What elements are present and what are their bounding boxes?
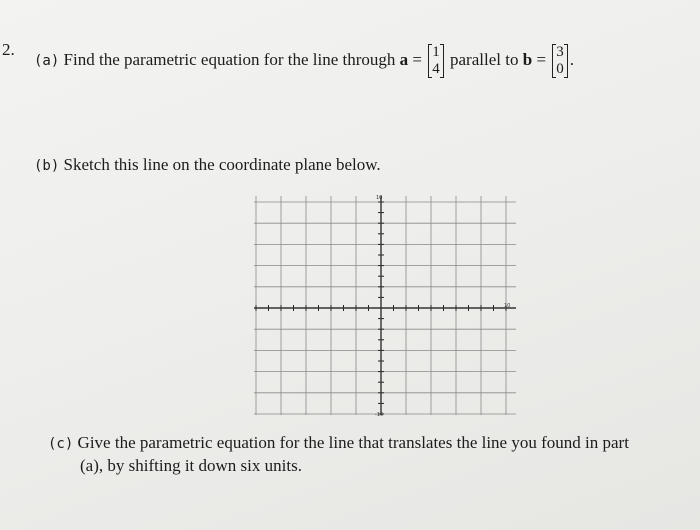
- vector-b-x: 3: [556, 44, 564, 61]
- equals-sign: =: [412, 50, 423, 69]
- part-a-parallel-text: parallel to: [450, 50, 519, 69]
- part-c: [48, 432, 629, 477]
- equals-sign-b: =: [536, 50, 547, 69]
- part-a-label: (a): [34, 53, 60, 69]
- part-a-period: .: [569, 50, 575, 69]
- problem-number: 2.: [2, 40, 15, 59]
- part-c-text-line1: Give the parametric equation for the line that translates the line you found in part: [77, 433, 629, 452]
- part-b-text: Sketch this line on the coordinate plane below.: [63, 155, 381, 174]
- vector-a-x: 1: [432, 44, 440, 61]
- part-b: [34, 155, 381, 175]
- part-b-label: (b): [34, 158, 60, 174]
- vector-a-matrix: [428, 44, 444, 78]
- vector-a-name: a: [399, 50, 409, 69]
- vector-b-y: 0: [556, 61, 564, 78]
- part-a-text: Find the parametric equation for the line through: [63, 50, 396, 69]
- y-bottom-label: -10: [375, 412, 384, 418]
- vector-b-matrix: [552, 44, 568, 78]
- coordinate-grid[interactable]: [250, 190, 520, 420]
- part-c-label: (c): [48, 436, 74, 452]
- y-top-label: 10: [376, 195, 383, 201]
- part-c-text-line2: (a), by shifting it down six units.: [80, 456, 302, 475]
- x-right-label: 10: [504, 303, 511, 309]
- vector-b-name: b: [522, 50, 533, 69]
- vector-a-y: 4: [432, 61, 440, 78]
- part-a: [34, 38, 574, 88]
